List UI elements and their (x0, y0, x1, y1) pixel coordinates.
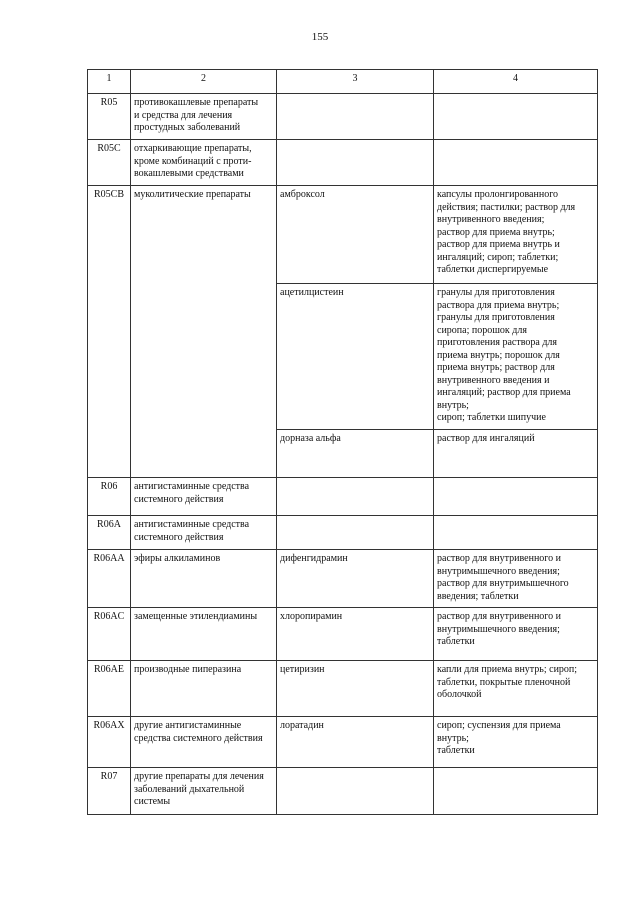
atc-code-cell: R07 (88, 768, 131, 815)
group-name-cell: муколитические препараты (131, 186, 277, 478)
atc-code-cell: R06 (88, 478, 131, 516)
header-cell-2: 2 (131, 70, 277, 94)
group-name-cell: эфиры алкиламинов (131, 550, 277, 608)
table-row (88, 516, 598, 550)
drug-name-cell: дорназа альфа (277, 430, 434, 478)
table-row (88, 186, 598, 284)
dosage-form-cell: раствор для внутривенного и внутримышечного введения; раствор для внутримышечного введения; таблетки (434, 550, 598, 608)
table-row (88, 717, 598, 768)
atc-code-cell: R06A (88, 516, 131, 550)
drug-name-cell: дифенгидрамин (277, 550, 434, 608)
atc-code-cell: R05 (88, 94, 131, 140)
table-row (88, 661, 598, 717)
atc-code-cell: R06AE (88, 661, 131, 717)
atc-code-cell: R05C (88, 140, 131, 186)
drug-name-cell (277, 768, 434, 815)
drug-name-cell: амброксол (277, 186, 434, 284)
group-name-cell: отхаркивающие препараты, кроме комбинаций с проти- вокашлевыми средствами (131, 140, 277, 186)
dosage-form-cell: капсулы пролонгированного действия; пастилки; раствор для внутривенного введения; раствор для приема внутрь; раствор для приема внутрь и ингаляций; сироп; таблетки; таблетки диспергируемые (434, 186, 598, 284)
table-row (88, 768, 598, 815)
dosage-form-cell: раствор для внутривенного и внутримышечного введения; таблетки (434, 608, 598, 661)
table-row (88, 608, 598, 661)
drug-name-cell (277, 478, 434, 516)
dosage-form-cell: сироп; суспензия для приема внутрь; таблетки (434, 717, 598, 768)
drug-name-cell: ацетилцистеин (277, 284, 434, 430)
table-row (88, 94, 598, 140)
dosage-form-cell (434, 478, 598, 516)
dosage-form-cell (434, 516, 598, 550)
header-cell-3: 3 (277, 70, 434, 94)
dosage-form-cell (434, 140, 598, 186)
dosage-form-cell: раствор для ингаляций (434, 430, 598, 478)
group-name-cell: замещенные этилендиамины (131, 608, 277, 661)
table-row (88, 140, 598, 186)
drug-name-cell: хлоропирамин (277, 608, 434, 661)
group-name-cell: антигистаминные средства системного действия (131, 516, 277, 550)
atc-code-cell: R06AA (88, 550, 131, 608)
group-name-cell: антигистаминные средства системного действия (131, 478, 277, 516)
atc-code-cell: R06AX (88, 717, 131, 768)
header-cell-1: 1 (88, 70, 131, 94)
atc-code-cell: R05CB (88, 186, 131, 478)
drug-name-cell (277, 140, 434, 186)
group-name-cell: другие препараты для лечения заболеваний дыхательной системы (131, 768, 277, 815)
dosage-form-cell: гранулы для приготовления раствора для приема внутрь; гранулы для приготовления сиропа; порошок для приготовления раствора для приема внутрь; порошок для приема внутрь; раствор для внутривенного введения и ингаляций; раствор для приема внутрь; сироп; таблетки шипучие (434, 284, 598, 430)
table-row (88, 550, 598, 608)
drug-name-cell: лоратадин (277, 717, 434, 768)
dosage-form-cell (434, 768, 598, 815)
page-number: 155 (311, 31, 329, 43)
table-row (88, 478, 598, 516)
drug-name-cell (277, 94, 434, 140)
dosage-form-cell (434, 94, 598, 140)
group-name-cell: другие антигистаминные средства системного действия (131, 717, 277, 768)
group-name-cell: противокашлевые препараты и средства для лечения простудных заболеваний (131, 94, 277, 140)
drug-name-cell (277, 516, 434, 550)
atc-code-cell: R06AC (88, 608, 131, 661)
group-name-cell: производные пиперазина (131, 661, 277, 717)
dosage-form-cell: капли для приема внутрь; сироп; таблетки, покрытые пленочной оболочкой (434, 661, 598, 717)
drug-table (87, 69, 598, 815)
table-header-row (88, 70, 598, 94)
header-cell-4: 4 (434, 70, 598, 94)
drug-name-cell: цетиризин (277, 661, 434, 717)
